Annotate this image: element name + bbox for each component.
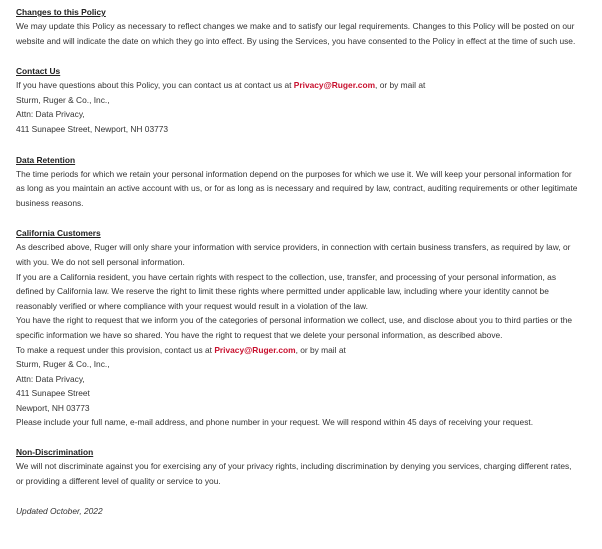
- text-line: We will not discriminate against you for exercising any of your privacy rights, including discrimination by denying you services, charging different rates,: [16, 461, 572, 472]
- text-line: specific information we have so shared. You have the right to request that we delete your personal information, as described above.: [16, 329, 503, 340]
- contact-intro-after: , or by mail at: [375, 80, 426, 91]
- retention-heading: Data Retention: [16, 154, 76, 165]
- address-line: Newport, NH 03773: [16, 402, 90, 413]
- text-line: as long as you maintain an active account with us, or for as long as is necessary and required by law, contract, auditing requirements or other legitimate: [16, 183, 578, 194]
- retention-text: [16, 167, 586, 211]
- text-line: reasonably verified or where compliance with your request would result in a violation of the law.: [16, 300, 368, 311]
- text-line: If you are a California resident, you have certain rights with respect to the collection, use, transfer, and processing of your personal information, as: [16, 271, 557, 282]
- nondiscrimination-text: [16, 459, 586, 488]
- california-text: [16, 240, 586, 430]
- text-line: with you. We do not sell personal information.: [16, 256, 185, 267]
- request-before: To make a request under this provision, contact us at: [16, 344, 215, 355]
- contact-heading: Contact Us: [16, 66, 61, 77]
- address-line: Sturm, Ruger & Co., Inc.,: [16, 94, 110, 105]
- nondiscrimination-heading: Non-Discrimination: [16, 447, 94, 458]
- address-line: 411 Sunapee Street, Newport, NH 03773: [16, 123, 169, 134]
- address-line: Sturm, Ruger & Co., Inc.,: [16, 359, 110, 370]
- california-section: [16, 226, 586, 430]
- request-after: , or by mail at: [295, 344, 346, 355]
- contact-intro-before: If you have questions about this Policy, you can contact us at contact us at: [16, 80, 294, 91]
- california-heading: California Customers: [16, 228, 101, 239]
- retention-section: [16, 153, 586, 211]
- request-line: [16, 343, 586, 358]
- closing-line: Please include your full name, e-mail address, and phone number in your request. We will respond within 45 days of receiving your request.: [16, 417, 534, 428]
- text-line: As described above, Ruger will only share your information with service providers, in connection with certain business transfers, as required by law, or: [16, 242, 571, 253]
- contact-section: [16, 64, 586, 136]
- california-email-link[interactable]: Privacy@Ruger.com: [214, 344, 296, 355]
- contact-text: [16, 78, 586, 136]
- text-line: defined by California law. We reserve the right to limit these rights where permitted under applicable law, including where your identity cannot be: [16, 286, 549, 297]
- changes-heading: Changes to this Policy: [16, 7, 106, 17]
- text-line: website and will indicate the date on which they go into effect. By using the Services, you have consented to the Policy in effect at the time of such use.: [16, 35, 576, 46]
- text-line: or providing a different level of quality or service to you.: [16, 475, 221, 486]
- text-line: The time periods for which we retain your personal information depend on the purposes for which we use it. We will keep your personal information for: [16, 168, 572, 179]
- changes-section: [16, 5, 586, 48]
- address-line: Attn: Data Privacy,: [16, 373, 85, 384]
- changes-text: [16, 19, 586, 48]
- nondiscrimination-section: [16, 445, 586, 488]
- address-line: 411 Sunapee Street: [16, 388, 90, 399]
- text-line: We may update this Policy as necessary to reflect changes we make and to satisfy our legal requirements. Changes to this Policy will be posted on our: [16, 21, 575, 31]
- updated-date: Updated October, 2022: [16, 506, 103, 517]
- address-line: Attn: Data Privacy,: [16, 109, 85, 120]
- contact-intro-line: [16, 78, 586, 93]
- contact-email-link[interactable]: Privacy@Ruger.com: [293, 80, 376, 91]
- text-line: business reasons.: [16, 197, 84, 208]
- text-line: You have the right to request that we inform you of the categories of personal information we collect, use, and disclose about you to third parties or the: [16, 315, 573, 326]
